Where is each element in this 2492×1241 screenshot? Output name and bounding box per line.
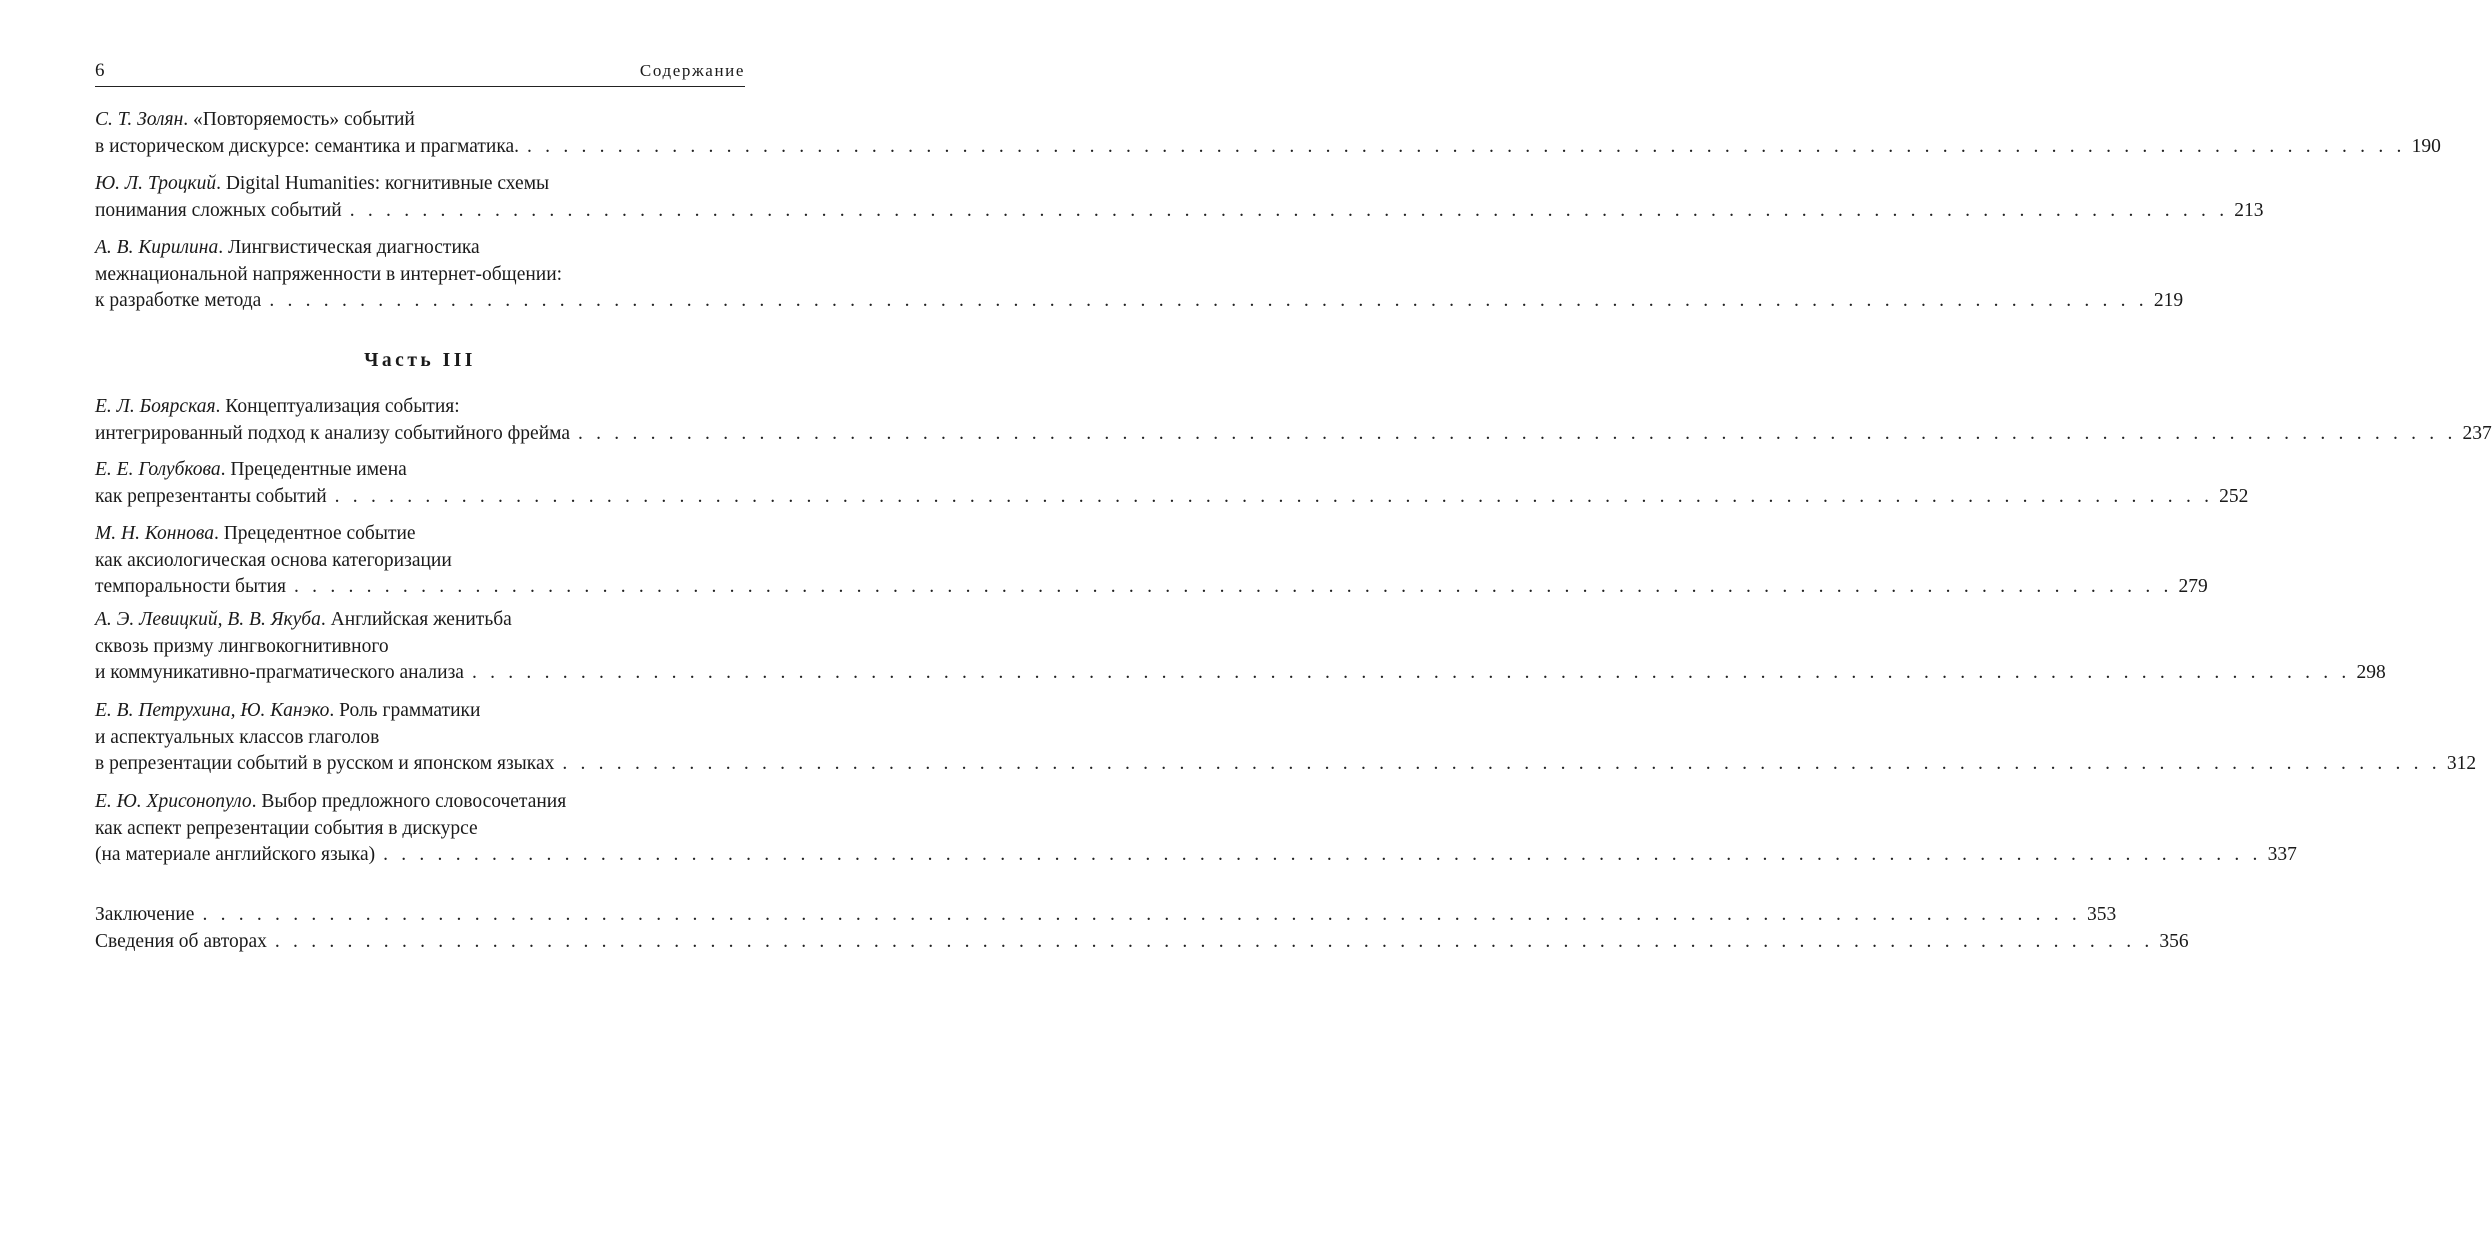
toc-entry[interactable]: Е. В. Петрухина, Ю. Канэко. Роль грамматики и аспектуальных классов глаголов в репрезентации событий в русском и японском языках . . . . . . . . . . . . . . . . . . . . . . . . . . . . . . . . . . . . . . . . . . . . . . . . . . . . . . . . . . . . . . . . . . . . . . . . . . . . . . . . . . . . . . . . . . . . . . . . . . . . . . . . 312 [95,698,745,778]
entry-title: интегрированный подход к анализу событийного фрейма [95,422,570,444]
entry-title: Прецедентные имена [230,459,407,480]
part-heading: Часть III [364,350,476,371]
toc-closing [95,902,2189,955]
entry-title: сквозь призму лингвокогнитивного [95,635,389,657]
entry-title: Лингвистическая диагностика [227,237,480,258]
entry-title: темпоральности бытия [95,576,287,597]
toc-entry[interactable]: Е. Ю. Хрисонопуло. Выбор предложного словосочетания как аспект репрезентации события в дискурсе (на материале английского языка) . . . . . . . . . . . . . . . . . . . . . . . . . . . . . . . . . . . . . . . . . . . . . . . . . . . . . . . . . . . . . . . . . . . . . . . . . . . . . . . . . . . . . . . . . . . . . . . . . . . . . . . . 337 [95,789,745,869]
entry-title: в историческом дискурсе: семантика и прагматика. [95,135,520,157]
running-header [95,58,745,87]
entry-title: и аспектуальных классов глаголов [95,726,380,748]
page-ref: 252 [2219,485,2249,507]
entry-author: М. Н. Коннова [95,523,214,544]
entry-author: А. В. Кирилина [95,237,219,258]
page-ref: 356 [2159,930,2189,952]
toc-entry[interactable]: А. Э. Левицкий, В. В. Якуба. Английская женитьба сквозь призму лингвокогнитивного и коммуникативно-прагматического анализа . . . . . . . . . . . . . . . . . . . . . . . . . . . . . . . . . . . . . . . . . . . . . . . . . . . . . . . . . . . . . . . . . . . . . . . . . . . . . . . . . . . . . . . . . . . . . . . . . . . . . . . . 298 [95,607,745,687]
entry-title: в репрезентации событий в русском и японском языках [95,753,555,774]
entry-author: Е. Е. Голубкова [95,459,221,480]
dot-leader: . . . . . . . . . . . . . . . . . . . . . . . . . . . . . . . . . . . . . . . . . . . . . . . . . . . . . . . . . . . . . . . . . . . . . . . . . . . . . . . . . . . . . . . . . . . . . . . . . . . . . . . . [269,290,2148,311]
page-ref: 337 [2267,844,2297,865]
entry-title: Прецедентное событие [223,523,416,544]
toc-entry[interactable]: А. В. Кирилина. Лингвистическая диагностика межнациональной напряженности в интернет-общении: к разработке метода . . . . . . . . . . . . . . . . . . . . . . . . . . . . . . . . . . . . . . . . . . . . . . . . . . . . . . . . . . . . . . . . . . . . . . . . . . . . . . . . . . . . . . . . . . . . . . . . . . . . . . . . 219 [95,235,745,315]
toc-entry[interactable]: Е. Е. Голубкова. Прецедентные имена как репрезентанты событий . . . . . . . . . . . . . . . . . . . . . . . . . . . . . . . . . . . . . . . . . . . . . . . . . . . . . . . . . . . . . . . . . . . . . . . . . . . . . . . . . . . . . . . . . . . . . . . . . . . . . . . . 252 [95,457,745,510]
toc-entry[interactable] [95,929,2189,956]
entry-title: межнациональной напряженности в интернет-общении: [95,263,563,285]
entry-title: Digital Humanities: когнитивные схемы [225,173,550,194]
entry-author: Е. Ю. Хрисонопуло [95,791,252,812]
dot-leader: . . . . . . . . . . . . . . . . . . . . . . . . . . . . . . . . . . . . . . . . . . . . . . . . . . . . . . . . . . . . . . . . . . . . . . . . . . . . . . . . . . . . . . . . . . . . . . . . . . . . . . . . [578,422,2457,444]
entry-title: Заключение [95,904,195,925]
entry-title: (на материале английского языка) [95,844,376,865]
page-number: 6 [95,60,105,81]
running-title: Содержание [639,61,745,80]
page-ref: 190 [2411,135,2441,157]
entry-title: как аспект репрезентации события в дискурсе [95,817,478,839]
page-ref: 279 [2178,576,2208,597]
page-ref: 298 [2356,662,2386,683]
entry-title: понимания сложных событий [95,199,342,221]
entry-author: Е. Л. Боярская [95,396,216,417]
entry-title: Концептуализация события: [225,396,460,417]
entry-title: Выбор предложного словосочетания [261,791,567,812]
entry-title: «Повторяемость» событий [193,109,415,130]
toc-entry[interactable] [95,902,2117,929]
entry-title: Английская женитьба [330,609,512,630]
dot-leader: . . . . . . . . . . . . . . . . . . . . . . . . . . . . . . . . . . . . . . . . . . . . . . . . . . . . . . . . . . . . . . . . . . . . . . . . . . . . . . . . . . . . . . . . . . . . . . . . . . . . . . . . [334,485,2214,507]
page-ref: 312 [2446,753,2477,774]
dot-leader: . . . . . . . . . . . . . . . . . . . . . . . . . . . . . . . . . . . . . . . . . . . . . . . . . . . . . . . . . . . . . . . . . . . . . . . . . . . . . . . . . . . . . . . . . . . . . . . . . . . . . . . . [471,662,2351,683]
page-ref: 213 [2234,199,2264,221]
toc-entry[interactable]: М. Н. Коннова. Прецедентное событие как аксиологическая основа категоризации темпоральности бытия . . . . . . . . . . . . . . . . . . . . . . . . . . . . . . . . . . . . . . . . . . . . . . . . . . . . . . . . . . . . . . . . . . . . . . . . . . . . . . . . . . . . . . . . . . . . . . . . . . . . . . . . 279 [95,521,745,601]
entry-title: Сведения об авторах [95,930,267,952]
dot-leader: . . . . . . . . . . . . . . . . . . . . . . . . . . . . . . . . . . . . . . . . . . . . . . . . . . . . . . . . . . . . . . . . . . . . . . . . . . . . . . . . . . . . . . . . . . . . . . . . . . . . . . . . [562,753,2441,774]
entry-title: как аксиологическая основа категоризации [95,549,452,571]
page-ref: 219 [2153,290,2184,311]
dot-leader: . . . . . . . . . . . . . . . . . . . . . . . . . . . . . . . . . . . . . . . . . . . . . . . . . . . . . . . . . . . . . . . . . . . . . . . . . . . . . . . . . . . . . . . . . . . . . . . . . . . . . . . . [527,135,2406,157]
entry-author: С. Т. Золян [95,109,184,130]
dot-leader: . . . . . . . . . . . . . . . . . . . . . . . . . . . . . . . . . . . . . . . . . . . . . . . . . . . . . . . . . . . . . . . . . . . . . . . . . . . . . . . . . . . . . . . . . . . . . . . . . . . . . . . . [274,930,2154,952]
toc-entry[interactable]: С. Т. Золян. «Повторяемость» событий в историческом дискурсе: семантика и прагматика. . . . . . . . . . . . . . . . . . . . . . . . . . . . . . . . . . . . . . . . . . . . . . . . . . . . . . . . . . . . . . . . . . . . . . . . . . . . . . . . . . . . . . . . . . . . . . . . . . . . . . . . . 190 [95,107,745,160]
dot-leader: . . . . . . . . . . . . . . . . . . . . . . . . . . . . . . . . . . . . . . . . . . . . . . . . . . . . . . . . . . . . . . . . . . . . . . . . . . . . . . . . . . . . . . . . . . . . . . . . . . . . . . . . [349,199,2229,221]
page-ref: 353 [2086,904,2117,925]
entry-title: к разработке метода [95,290,262,311]
toc-entry[interactable]: Е. Л. Боярская. Концептуализация события: интегрированный подход к анализу событийного фрейма . . . . . . . . . . . . . . . . . . . . . . . . . . . . . . . . . . . . . . . . . . . . . . . . . . . . . . . . . . . . . . . . . . . . . . . . . . . . . . . . . . . . . . . . . . . . . . . . . . . . . . . . 237 [95,394,745,447]
page-ref: 237 [2462,422,2492,444]
dot-leader: . . . . . . . . . . . . . . . . . . . . . . . . . . . . . . . . . . . . . . . . . . . . . . . . . . . . . . . . . . . . . . . . . . . . . . . . . . . . . . . . . . . . . . . . . . . . . . . . . . . . . . . . [294,576,2173,597]
entry-title: и коммуникативно-прагматического анализа [95,662,464,683]
dot-leader: . . . . . . . . . . . . . . . . . . . . . . . . . . . . . . . . . . . . . . . . . . . . . . . . . . . . . . . . . . . . . . . . . . . . . . . . . . . . . . . . . . . . . . . . . . . . . . . . . . . . . . . . [383,844,2262,865]
dot-leader: . . . . . . . . . . . . . . . . . . . . . . . . . . . . . . . . . . . . . . . . . . . . . . . . . . . . . . . . . . . . . . . . . . . . . . . . . . . . . . . . . . . . . . . . . . . . . . . . . . . . . . . . [202,904,2081,925]
toc-entry[interactable]: Ю. Л. Троцкий. Digital Humanities: когнитивные схемы понимания сложных событий . . . . . . . . . . . . . . . . . . . . . . . . . . . . . . . . . . . . . . . . . . . . . . . . . . . . . . . . . . . . . . . . . . . . . . . . . . . . . . . . . . . . . . . . . . . . . . . . . . . . . . . . 213 [95,171,745,224]
entry-author: Ю. Л. Троцкий [95,173,217,194]
entry-title: как репрезентанты событий [95,485,327,507]
entry-title: Роль грамматики [339,700,481,721]
entry-author: А. Э. Левицкий, В. В. Якуба [95,609,321,630]
entry-author: Е. В. Петрухина, Ю. Канэко [95,700,330,721]
